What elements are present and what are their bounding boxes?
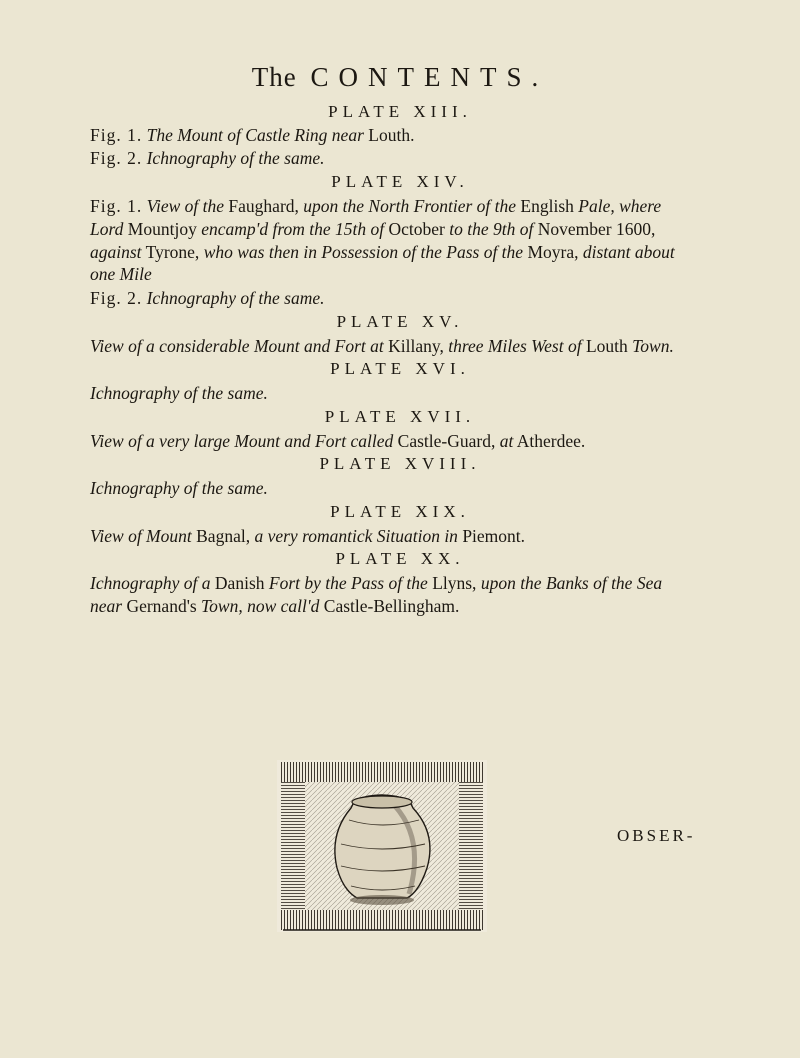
entry-line xyxy=(90,336,674,357)
italic-text: near xyxy=(90,596,123,616)
roman-text: Danish xyxy=(214,573,265,593)
roman-text: Castle-Bellingham. xyxy=(323,596,460,616)
italic-text: three Miles West of xyxy=(448,336,582,356)
italic-text: Ichnography of a xyxy=(90,573,211,593)
entry-line xyxy=(90,196,661,217)
italic-text: upon the North Frontier of the xyxy=(303,196,517,216)
roman-text: October xyxy=(388,219,445,239)
plate-xiii-heading: PLATE XIII. xyxy=(328,102,472,121)
italic-text: at xyxy=(499,431,514,451)
fig-label: Fig. 1. xyxy=(90,125,143,145)
entry-line xyxy=(90,148,325,169)
plate-xiv-heading: PLATE XIV. xyxy=(331,172,469,191)
roman-text: Louth xyxy=(585,336,628,356)
urn-vignette-engraving xyxy=(277,760,487,932)
roman-text: Gernand's xyxy=(126,596,197,616)
entry-line xyxy=(90,596,459,617)
roman-text: English xyxy=(520,196,574,216)
roman-text: Atherdee. xyxy=(516,431,586,451)
entry-line xyxy=(90,478,268,499)
roman-text: Castle-Guard, xyxy=(397,431,496,451)
italic-text: Town. xyxy=(632,336,674,356)
italic-text: Ichnography of the same. xyxy=(90,383,268,403)
entry-line xyxy=(90,288,325,309)
italic-text: Ichnography of the same. xyxy=(90,478,268,498)
italic-text: who was then in Possession of the Pass of the xyxy=(203,242,524,262)
italic-text: to the 9th of xyxy=(449,219,534,239)
entry-line xyxy=(90,219,655,240)
italic-text: Lord xyxy=(90,219,124,239)
plate-xvii-heading: PLATE XVII. xyxy=(324,407,476,426)
heading-the: The xyxy=(251,62,297,92)
roman-text: Moyra, xyxy=(527,242,579,262)
italic-text: Ichnography of the same. xyxy=(146,288,325,308)
italic-text: encamp'd from the 15th of xyxy=(201,219,385,239)
roman-text: Llyns, xyxy=(432,573,477,593)
italic-text: Pale, where xyxy=(578,196,662,216)
italic-text: View of a considerable Mount and Fort at xyxy=(90,336,384,356)
page-heading xyxy=(0,62,800,93)
italic-text: one Mile xyxy=(90,264,152,284)
entry-line xyxy=(90,383,268,404)
heading-contents: CONTENTS. xyxy=(310,62,549,92)
entry-line xyxy=(90,264,152,285)
entry-line xyxy=(90,431,585,452)
italic-text: View of Mount xyxy=(90,526,192,546)
fig-label: Fig. 1. xyxy=(90,196,143,216)
fig-label: Fig. 2. xyxy=(90,148,143,168)
roman-text: Tyrone, xyxy=(145,242,200,262)
entry-line xyxy=(90,242,675,263)
entry-line xyxy=(90,125,414,146)
roman-text: Bagnal, xyxy=(196,526,251,546)
italic-text: Town, now call'd xyxy=(201,596,320,616)
italic-text: View of the xyxy=(146,196,225,216)
plate-xx-heading: PLATE XX. xyxy=(335,549,465,568)
roman-text: Louth. xyxy=(368,125,415,145)
plate-xv-heading: PLATE XV. xyxy=(336,312,464,331)
italic-text: Ichnography of the same. xyxy=(146,148,325,168)
roman-text: Piemont. xyxy=(462,526,526,546)
roman-text: Mountjoy xyxy=(127,219,197,239)
italic-text: upon the Banks of the Sea xyxy=(480,573,663,593)
plate-xix-heading: PLATE XIX. xyxy=(330,502,470,521)
italic-text: against xyxy=(90,242,142,262)
fig-label: Fig. 2. xyxy=(90,288,143,308)
plate-xvi-heading: PLATE XVI. xyxy=(330,359,470,378)
italic-text: a very romantick Situation in xyxy=(254,526,458,546)
catchword: OBSER- xyxy=(617,826,696,845)
roman-text: November 1600, xyxy=(537,219,656,239)
entry-line xyxy=(90,573,662,594)
italic-text: distant about xyxy=(582,242,675,262)
italic-text: Fort by the Pass of the xyxy=(268,573,428,593)
roman-text: Killany, xyxy=(388,336,444,356)
entry-line xyxy=(90,526,525,547)
italic-text: The Mount of Castle Ring near xyxy=(146,125,364,145)
roman-text: Faughard, xyxy=(228,196,299,216)
italic-text: View of a very large Mount and Fort called xyxy=(90,431,394,451)
plate-xviii-heading: PLATE XVIII. xyxy=(319,454,481,473)
